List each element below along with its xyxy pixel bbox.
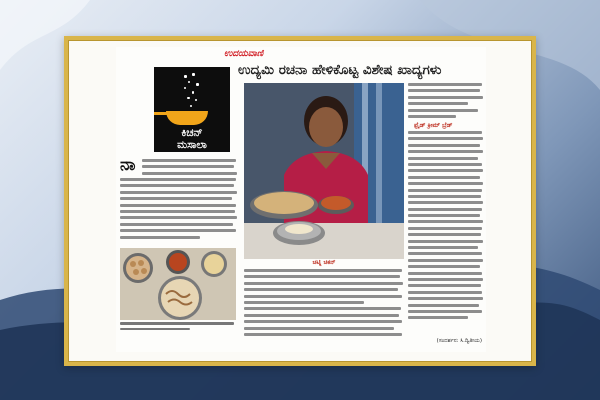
recipe-subhead: ಫ್ರೈಡ್ ಕ್ರೀಮ್ ಬ್ರೆಡ್: [414, 122, 453, 129]
food-photo-caption: [120, 322, 236, 333]
chef-photo-caption: ಚಟ್ನಿ ಚಿಕನ್: [312, 259, 336, 266]
logo-line-2: ಮಸಾಲಾ: [177, 139, 207, 151]
left-column-text-top: [142, 159, 238, 178]
dropcap: ನಾ: [120, 155, 136, 175]
newspaper-masthead: ಉದಯವಾಣಿ: [224, 49, 264, 59]
article-headline: ಉದ್ಯಮಿ ರಚನಾ ಹೇಳಿಕೊಟ್ಟ ವಿಶೇಷ ಖಾದ್ಯಗಳು: [238, 62, 442, 78]
article-byline: (ಸಂದರ್ಶನ: ಸಿ.ದ್ವಿತೀಯ): [436, 338, 482, 344]
right-column-text-top: [408, 83, 484, 121]
frying-pan-icon: [166, 111, 208, 125]
kitchen-masala-logo: [154, 67, 230, 152]
right-column-text: [408, 131, 484, 323]
chef-photo: [244, 83, 404, 259]
logo-line-1: ಕಿಚನ್: [181, 127, 203, 139]
food-dishes-photo: [120, 248, 236, 320]
center-column-text: [244, 269, 404, 339]
left-column-text: [120, 178, 238, 242]
newspaper-clipping: [116, 47, 486, 352]
